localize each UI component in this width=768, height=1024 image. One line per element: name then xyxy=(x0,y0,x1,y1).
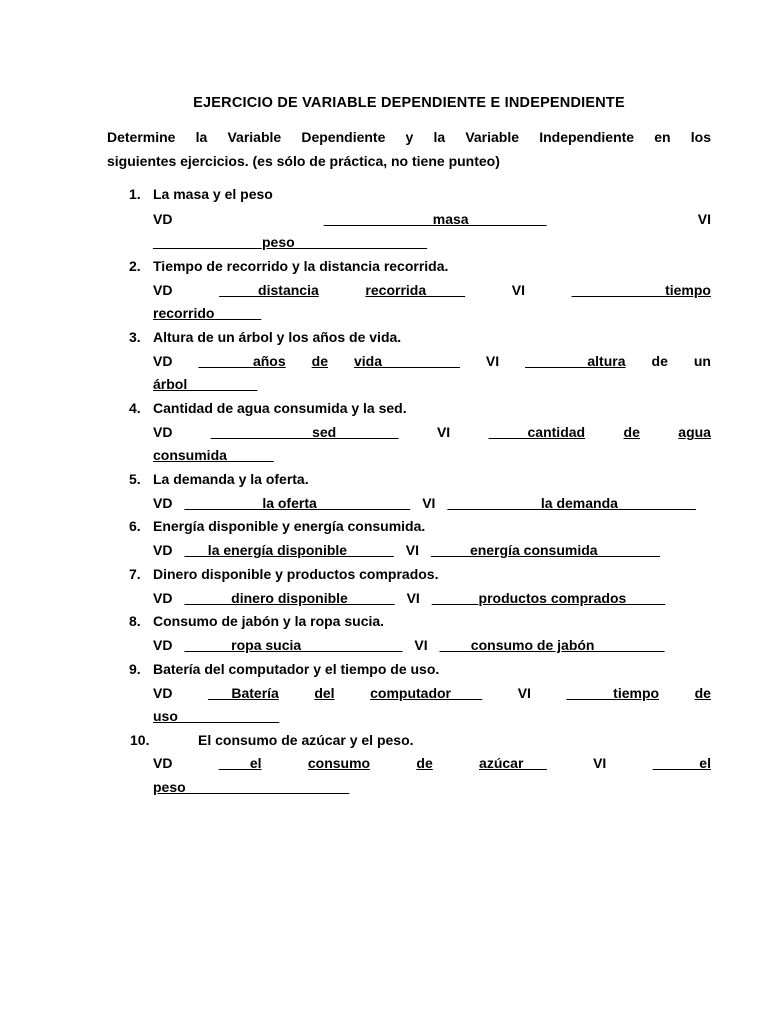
vd-answer-part: ____el xyxy=(218,755,262,771)
vi-answer: ____consumo de jabón_________ xyxy=(439,637,665,653)
vi-label: VI xyxy=(485,353,500,369)
item-title: Dinero disponible y productos comprados. xyxy=(153,566,439,582)
vd-label: VD xyxy=(153,211,173,227)
vi-label: VI xyxy=(406,590,420,606)
vd-label: VD xyxy=(153,755,173,771)
item-number: 10. xyxy=(130,732,150,748)
vd-answer-part: vida__________ xyxy=(353,353,460,369)
vd-answer: ___la energía disponible______ xyxy=(184,542,394,558)
vi-answer-part: de xyxy=(651,353,668,369)
answer-row xyxy=(153,424,711,440)
vi-answer-cont: árbol_________ xyxy=(153,376,258,392)
vi-label: VI xyxy=(511,282,525,298)
vi-answer-part: ______tiempo xyxy=(566,685,660,701)
vi-answer-cont: peso_____________________ xyxy=(153,779,350,795)
vi-answer: ____________la demanda__________ xyxy=(447,495,696,511)
vi-answer-part: agua xyxy=(678,424,711,440)
vi-label: VI xyxy=(405,542,420,558)
vi-label: VI xyxy=(517,685,531,701)
vi-answer: _____energía consumida________ xyxy=(431,542,660,558)
vd-answer: _____________sed________ xyxy=(210,424,399,440)
item-title: Cantidad de agua consumida y la sed. xyxy=(153,400,407,416)
answer-row xyxy=(153,755,711,771)
vd-answer: ______dinero disponible______ xyxy=(184,590,395,606)
instructions-line-1: Determine la Variable Dependiente y la Variable Independiente en los xyxy=(107,129,711,145)
answer-row xyxy=(153,211,711,227)
vi-answer-part: un xyxy=(693,353,711,369)
vd-answer-part: _____distancia xyxy=(219,282,319,298)
vd-answer-part: recorrida_____ xyxy=(365,282,466,298)
item-number: 7. xyxy=(129,566,141,582)
vi-answer-cont: consumida______ xyxy=(153,447,274,463)
answer-row xyxy=(153,590,665,606)
vd-label: VD xyxy=(153,282,173,298)
vi-label: VI xyxy=(422,495,436,511)
vd-label: VD xyxy=(153,495,173,511)
answer-row xyxy=(153,353,711,369)
item-title: Batería del computador y el tiempo de uso. xyxy=(153,661,440,677)
vi-answer-part: _____cantidad xyxy=(488,424,586,440)
instructions-line-2: siguientes ejercicios. (es sólo de práctica, no tiene punteo) xyxy=(107,153,500,169)
vd-answer: ______ropa sucia_____________ xyxy=(184,637,403,653)
vi-answer: ______________peso_________________ xyxy=(153,234,428,250)
item-number: 2. xyxy=(129,258,141,274)
vi-answer-part: ____________tiempo xyxy=(571,282,711,298)
item-title: La demanda y la oferta. xyxy=(153,471,309,487)
vd-label: VD xyxy=(153,424,173,440)
item-title: Tiempo de recorrido y la distancia recorrida. xyxy=(153,258,449,274)
vd-answer: __________la oferta____________ xyxy=(184,495,411,511)
answer-row xyxy=(153,495,696,511)
vi-answer-part: ______el xyxy=(652,755,711,771)
item-number: 5. xyxy=(129,471,141,487)
vi-answer-part: ________altura xyxy=(525,353,626,369)
answer-row xyxy=(153,542,660,558)
vd-answer-part: azúcar___ xyxy=(479,755,547,771)
item-title: La masa y el peso xyxy=(153,186,273,202)
item-number: 3. xyxy=(129,329,141,345)
vd-label: VD xyxy=(153,637,173,653)
answer-row xyxy=(153,685,711,701)
vd-label: VD xyxy=(153,353,173,369)
vd-label: VD xyxy=(153,590,173,606)
item-number: 8. xyxy=(129,613,141,629)
vd-answer-part: del xyxy=(314,685,335,701)
vi-answer-cont: uso_____________ xyxy=(153,708,280,724)
vi-answer-cont: recorrido______ xyxy=(153,305,262,321)
item-number: 1. xyxy=(129,186,141,202)
item-title: Consumo de jabón y la ropa sucia. xyxy=(153,613,385,629)
vd-answer-part: de xyxy=(416,755,433,771)
vd-answer-part: computador____ xyxy=(370,685,483,701)
vd-answer: ______________masa__________ xyxy=(323,211,547,227)
vd-label: VD xyxy=(153,685,173,701)
vd-label: VD xyxy=(153,542,173,558)
vd-answer-part: _______años xyxy=(198,353,286,369)
vi-answer: ______productos comprados_____ xyxy=(431,590,666,606)
vi-label: VI xyxy=(414,637,428,653)
item-number: 4. xyxy=(129,400,141,416)
answer-row xyxy=(153,637,665,653)
vi-answer-part: de xyxy=(694,685,711,701)
vd-answer-part: ___Batería xyxy=(207,685,279,701)
item-title: Altura de un árbol y los años de vida. xyxy=(153,329,402,345)
vd-answer-part: de xyxy=(311,353,328,369)
vi-answer-part: de xyxy=(623,424,640,440)
vi-label: VI xyxy=(697,211,711,227)
vd-answer-part: consumo xyxy=(307,755,371,771)
answer-row xyxy=(153,282,711,298)
item-number: 9. xyxy=(129,661,141,677)
item-number: 6. xyxy=(129,518,141,534)
item-title: El consumo de azúcar y el peso. xyxy=(198,732,414,748)
vi-label: VI xyxy=(436,424,451,440)
item-title: Energía disponible y energía consumida. xyxy=(153,518,426,534)
vi-label: VI xyxy=(593,755,607,771)
page-title: EJERCICIO DE VARIABLE DEPENDIENTE E INDEPENDIENTE xyxy=(193,95,625,111)
